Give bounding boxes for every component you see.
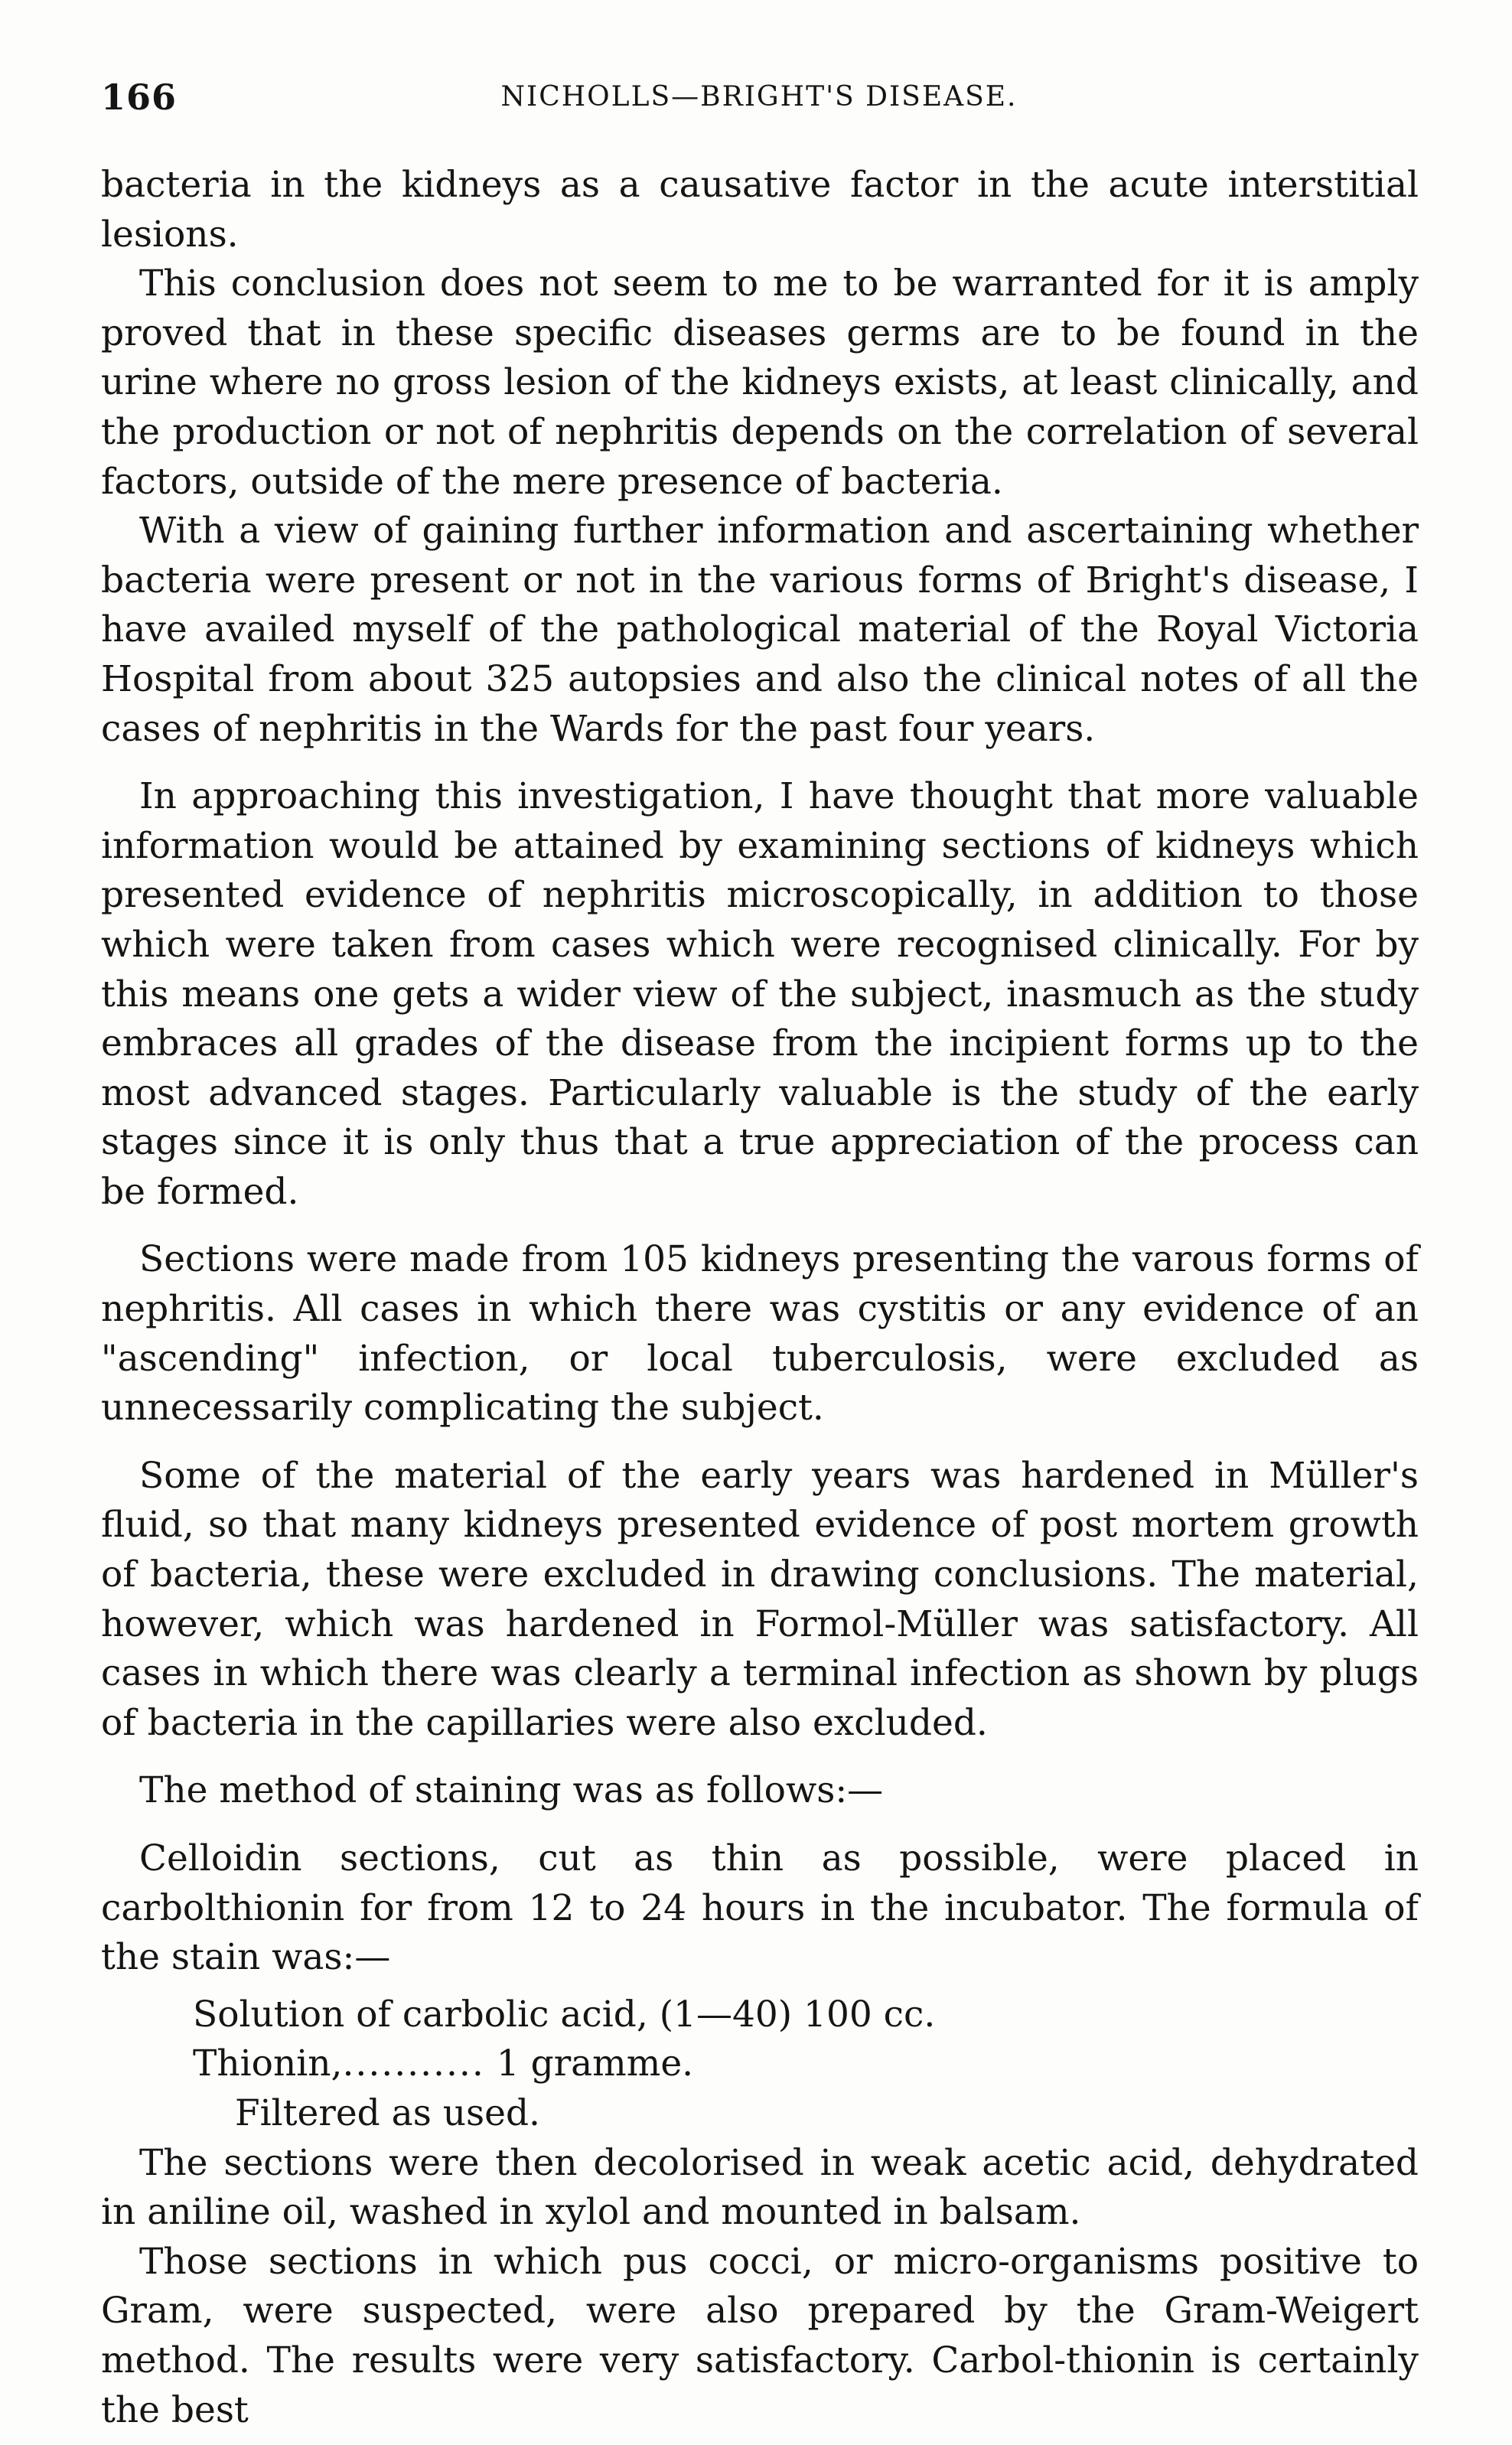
paragraph: Sections were made from 105 kidneys presenting the varous forms of nephritis. All cases in which there was cystitis or any evidence of an "ascending" infection, or local tuberculosis, were excluded as unnecessarily complicating the subject. <box>101 1238 1419 1430</box>
running-head: NICHOLLS—BRIGHT'S DISEASE. <box>500 81 1018 112</box>
body-text <box>101 161 1419 2435</box>
paragraph: This conclusion does not seem to me to be warranted for it is amply proved that in these specific diseases germs are to be found in the urine where no gross lesion of the kidneys exists, at least clinically, and the production or not of nephritis depends on the correlation of several factors, outside of the mere presence of bacteria. <box>101 262 1419 503</box>
formula-amount: 1 gramme. <box>496 2042 694 2085</box>
paragraph: The sections were then decolorised in weak acetic acid, dehydrated in aniline oil, washed in xylol and mounted in balsam. <box>101 2141 1419 2234</box>
paragraph: The method of staining was as follows:— <box>139 1769 884 1812</box>
paragraph: With a view of gaining further information and ascertaining whether bacteria were present or not in the various forms of Bright's disease, I have availed myself of the pathological material of the Royal Victoria Hospital from about 325 autopsies and also the clinical notes of all the cases of nephritis in the Wards for the past four years. <box>101 510 1419 750</box>
paragraph: Those sections in which pus cocci, or micro-organisms positive to Gram, were suspected, were also prepared by the Gram-Weigert method. The results were very satisfactory. Carbol-thionin is certainly the best <box>101 2240 1419 2431</box>
page-header <box>101 77 1417 130</box>
paragraph: Celloidin sections, cut as thin as possible, were placed in carbolthionin for from 12 to 24 hours in the incubator. The formula of the stain was:— <box>101 1837 1419 1979</box>
formula-line <box>193 2039 1419 2089</box>
paragraph: Some of the material of the early years was hardened in Müller's fluid, so that many kidneys presented evidence of post mortem growth of bacteria, these were excluded in drawing conclusions. The material, however, which was hardened in Formol-Müller was satisfactory. All cases in which there was clearly a terminal infection as shown by plugs of bacteria in the capillaries were also excluded. <box>101 1454 1419 1744</box>
formula-ingredient: Thionin, <box>193 2042 343 2085</box>
formula-note: Filtered as used. <box>235 2091 540 2134</box>
paragraph-continued: bacteria in the kidneys as a causative factor in the acute interstitial lesions. <box>101 164 1419 256</box>
page-number: 166 <box>101 77 178 118</box>
formula-leader-dots: ........... <box>342 2042 485 2085</box>
formula-line: Solution of carbolic acid, (1—40) 100 cc. <box>193 1993 936 2036</box>
paragraph: In approaching this investigation, I have thought that more valuable information would be attained by examining sections of kidneys which presented evidence of nephritis microscopically, in addition to those which were taken from cases which were recognised clinically. For by this means one gets a wider view of the subject, inasmuch as the study embraces all grades of the disease from the incipient forms up to the most advanced stages. Particularly valuable is the study of the early stages since it is only thus that a true appreciation of the process can be formed. <box>101 775 1419 1213</box>
stain-formula <box>101 1990 1419 2139</box>
